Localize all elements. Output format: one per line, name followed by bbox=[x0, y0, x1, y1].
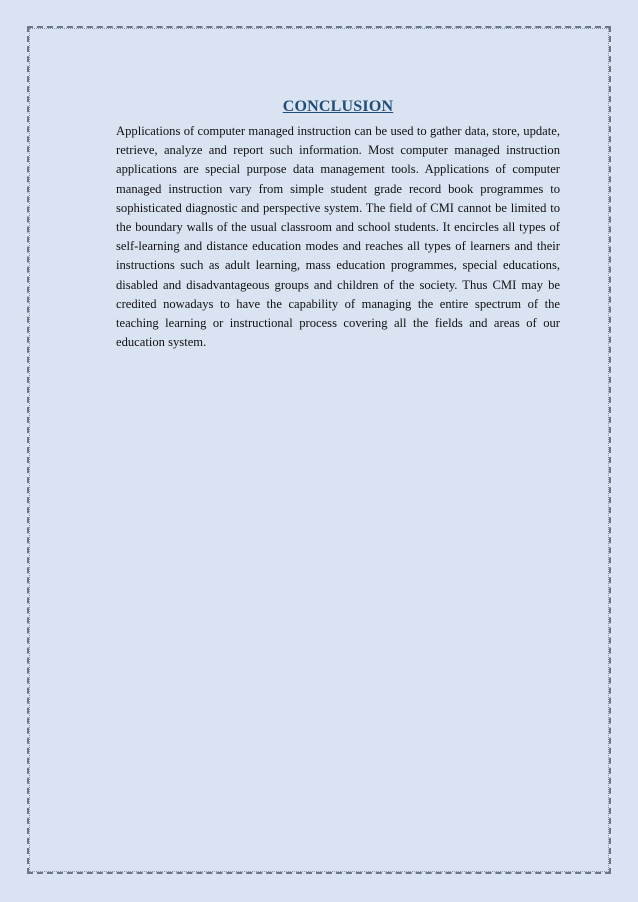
conclusion-paragraph: Applications of computer managed instruction can be used to gather data, store, update, retrieve, analyze and report such information. Most computer managed instruction applications are special purpose data management tools. Applications of computer managed instruction vary from simple student grade record book programmes to sophisticated diagnostic and perspective system. The field of CMI cannot be limited to the boundary walls of the usual classroom and school students. It encircles all types of self-learning and distance education modes and reaches all types of learners and their instructions such as adult learning, mass education programmes, special educations, disabled and disadvantageous groups and children of the society. Thus CMI may be credited nowadays to have the capability of managing the entire spectrum of the teaching learning or instructional process covering all the fields and areas of our education system. bbox=[116, 124, 560, 350]
document-body bbox=[116, 98, 560, 352]
section-heading: CONCLUSION bbox=[282, 98, 394, 115]
